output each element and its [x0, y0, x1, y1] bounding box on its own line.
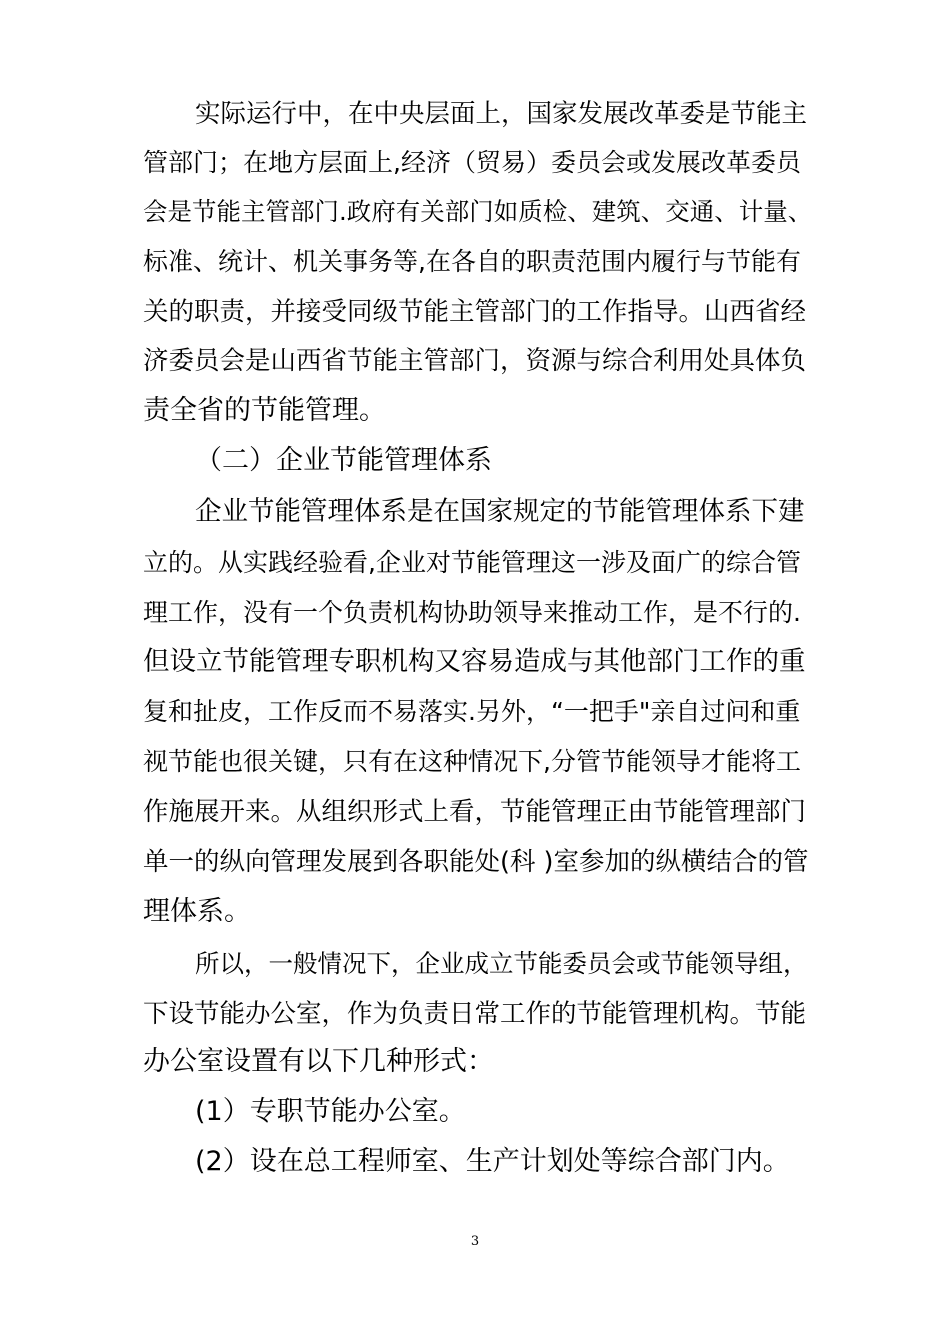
- text-line-18: 所以，一般情况下，企业成立节能委员会或节能领导组，: [195, 949, 808, 978]
- text-line-6: 济委员会是山西省节能主管部门，资源与综合利用处具体负: [143, 346, 807, 376]
- section-heading: （二）企业节能管理体系: [195, 445, 492, 476]
- text-line-10: 立的。从实践经验看,企业对节能管理这一涉及面广的综合管: [143, 548, 801, 577]
- text-line-20: 办公室设置有以下几种形式：: [143, 1046, 494, 1077]
- text-line-7: 责全省的节能管理。: [143, 395, 386, 426]
- text-line-9: 企业节能管理体系是在国家规定的节能管理体系下建: [195, 496, 805, 527]
- text-line-16: 单一的纵向管理发展到各职能处(科 )室参加的纵横结合的管: [143, 847, 809, 877]
- text-line-11: 理工作，没有一个负责机构协助领导来推动工作，是不行的.: [143, 598, 801, 627]
- text-line-3: 会是节能主管部门.政府有关部门如质检、建筑、交通、计量、: [143, 197, 813, 226]
- text-line-13: 复和扯皮，工作反而不易落实.另外，“一把手"亲自过问和重: [143, 697, 801, 726]
- text-line-4: 标准、统计、机关事务等,在各自的职责范围内履行与节能有: [143, 247, 801, 276]
- text-line-1: 实际运行中，在中央层面上，国家发展改革委是节能主: [195, 99, 808, 129]
- list-item-2: (2）设在总工程师室、生产计划处等综合部门内。: [195, 1146, 790, 1177]
- page-number: 3: [470, 1234, 480, 1249]
- text-line-17: 理体系。: [143, 896, 251, 927]
- list-item-1: (1）专职节能办公室。: [195, 1096, 466, 1127]
- text-line-12: 但设立节能管理专职机构又容易造成与其他部门工作的重: [143, 646, 806, 677]
- text-line-2: 管部门；在地方层面上,经济（贸易）委员会或发展改革委员: [143, 148, 801, 177]
- text-line-5: 关的职责，并接受同级节能主管部门的工作指导。山西省经: [143, 297, 807, 327]
- text-line-19: 下设节能办公室，作为负责日常工作的节能管理机构。节能: [143, 999, 807, 1029]
- text-line-15: 作施展开来。从组织形式上看，节能管理正由节能管理部门: [143, 797, 807, 827]
- text-line-14: 视节能也很关键，只有在这种情况下,分管节能领导才能将工: [143, 747, 801, 776]
